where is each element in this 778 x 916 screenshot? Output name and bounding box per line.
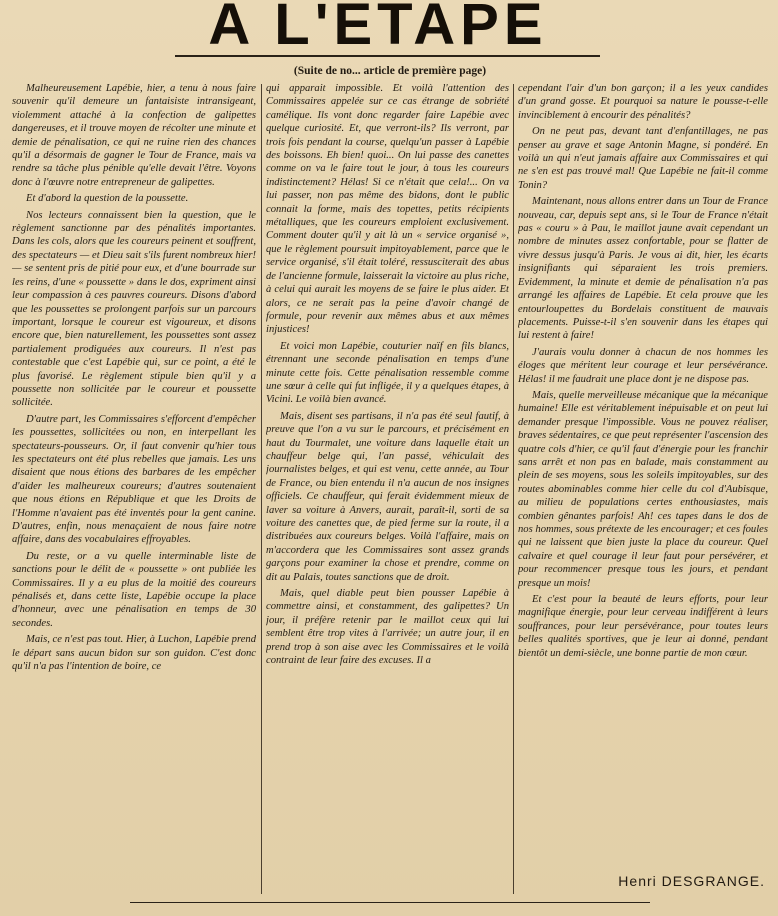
paragraph: Mais, disent ses partisans, il n'a pas été seul fautif, à preuve que l'on a vu sur le parcours, et précisément en haut du Tourmalet, une voiture dans laquelle était un chauffeur belge qui, l'an passé, véhiculait des journalistes belges, et qui est venu, cette année, au Tour de France, ou bien entendu il n'a aucun de nos insignes officiels. Ce chauffeur, qui ferait évidemment mieux de laver sa voiture à Anvers, aurait, paraît-il, sorti de sa voiture des canettes que, de pied ferme sur la route, il a distribuées aux coureurs belges. Voilà l'affaire, mais on m'accordera que les Commissaires sont assez grands garçons pour examiner la chose et prendre, comme on dit au Palais, toutes sanctions que de droit.: [266, 410, 509, 583]
article-subtitle: (Suite de no... article de première page): [293, 65, 487, 77]
paragraph: qui apparait impossible. Et voilà l'attention des Commissaires appelée sur ce cas étrange de sobriété camélique. Ils vont donc regarder faire Lapébie avec quelque curiosité. Et, que verront-ils? Ils verront, par trois fois pendant la course, quelqu'un passer à Lapébie des boissons. Eh bien! quoi... On lui passe des canettes comme on va le faire tout le jour, à tous les coureurs indistinctement? Hélas! Si ce n'était que cela!... On va lui passer, non pas même des bidons, dont le public connait la forme, mais des topettes, petits récipients métalliques, que les coureurs emploient exclusivement. Comment douter qu'il y ait là un « service organisé », que le règlement poursuit impitoyablement, parce que le service organisé, s'il était toléré, ressusciterait des abus de l'ancienne formule, laisserait la victoire au plus riche, à celui qui aurait les moyens de se faire le plus aider. Et alors, ce ne serait pas la peine d'avoir changé de formule, pour revenir aux mêmes abus et aux mêmes injustices!: [266, 83, 509, 336]
text-column-1: [12, 82, 256, 900]
text-column-2: [266, 82, 509, 900]
paragraph: Et c'est pour la beauté de leurs efforts, pour leur magnifique énergie, pour leur cerveau indifférent à leurs souffrances, pour leur persévérance, pour toutes leurs belles qualités sportives, que je leur ai donné, pendant bientôt un demi-siècle, une bonne partie de mon cœur.: [518, 594, 768, 659]
paragraph: On ne peut pas, devant tant d'enfantillages, ne pas penser au grave et sage Antonin Magne, si pondéré. En voilà un qui n'eut jamais affaire aux Commissaires et qui ne s'en est pas trouvé mal! Que Lapébie ne fait-il comme Tonin?: [518, 126, 768, 191]
text-column-3: [518, 82, 768, 900]
paragraph: Maintenant, nous allons entrer dans un Tour de France nouveau, car, depuis sept ans, si le Tour de France n'était pas « couru » à Pau, le maillot jaune avait cependant un nombre de minutes assez confortable, pour se flatter de vivre dessus jusqu'à Paris. Je vous ai dit, hier, les écarts insignifiants qui séparaient les trois premiers. Evidemment, la minute et demie de pénalisation n'a pas arrangé les affaires de Lapébie. Et cela prouve que les entourloupettes du Bordelais constituent de mauvais placements. Puisse-t-il s'en souvenir dans les étapes qui lui restent à faire!: [518, 196, 768, 342]
paragraph: Mais, quelle merveilleuse mécanique que la mécanique humaine! Elle est véritablement inépuisable et on peut lui demander presque l'impossible. Vous ne pouvez réaliser, braves sédentaires, ce que peut représenter l'ascension des quatre cols d'hier, ce qu'il faut d'énergie pour les franchir sans arrêt et non pas en balade, mais constamment au plein de ses moyens, sous les soleils impitoyables, sur des routes abominables comme hier celle du col d'Aubisque, au milieu de populations certes enthousiastes, mais combien gênantes parfois! Ah! ces tapes dans le dos de nos hommes, sous prétexte de les encourager; et ces foules qui ne laissent que bien juste la place du coureur. Quel calvaire et quel courage il leur faut pour persévérer, et pour recommencer presque tous les jours, et pendant presque un mois!: [518, 389, 768, 589]
paragraph: Et voici mon Lapébie, couturier naïf en fils blancs, étrennant une seconde pénalisation en temps d'une minute cette fois. Cette pénalisation ressemble comme une sœur à celle qui fut infligée, il y a quelques étapes, à Vicini. Le voilà bien avancé.: [266, 340, 509, 406]
paragraph: Mais, quel diable peut bien pousser Lapébie à commettre ainsi, et constamment, des galipettes? Un jour, il préfère retenir par le maillot ceux qui lui semblent être trop vites à l'arrivée; un autre jour, il en prend trop à son aise avec les Commissaires et le voilà contraint de leur faire des excuses. Il a: [266, 588, 509, 667]
paragraph: cependant l'air d'un bon garçon; il a les yeux candides d'un grand gosse. Et pourquoi sa nature le pousse-t-elle invinciblement à encourir des pénalités?: [518, 83, 768, 121]
author-signature: Henri DESGRANGE.: [618, 873, 765, 889]
article-headline: A L'ETAPE: [208, 0, 548, 56]
column-divider: [513, 84, 514, 894]
column-divider: [261, 84, 262, 894]
paragraph: D'autre part, les Commissaires s'efforcent d'empêcher les poussettes, sollicitées ou non, en interpellant les spectateurs-pousseurs. Or, il faut convenir qu'hier tous les spectateurs ont été plus rebelles que jamais. Les uns disaient que nous étions des barbares de les empêcher d'aider les malheureux coureurs; d'autres soutenaient que nous étions en République et que les Droits de l'Homme n'avaient pas été inventés pour la gent canine. D'autres, enfin, nous menaçaient de nous faire notre affaire, dans des vocabulaires effroyables.: [12, 413, 256, 546]
bottom-rule: [130, 902, 650, 903]
headline-rule: [175, 55, 600, 57]
paragraph: Et d'abord la question de la poussette.: [26, 193, 189, 205]
paragraph: Mais, ce n'est pas tout. Hier, à Luchon, Lapébie prend le départ sans aucun bidon sur son guidon. C'est donc qu'il n'a pas l'intention de boire, ce: [12, 634, 256, 673]
paragraph: J'aurais voulu donner à chacun de nos hommes les éloges que méritent leur courage et leur persévérance. Hélas! il me faudrait une place dont je ne dispose pas.: [518, 346, 768, 385]
paragraph: Malheureusement Lapébie, hier, a tenu à nous faire souvenir qu'il demeure un fantaisiste intransigeant, violemment attaché à la confection de galipettes dangereuses, et il trouve moyen de récolter une minute et demie de pénalisation, ce qui ne ruine rien des chances qu'il a désormais de gagner le Tour de France, mais va rendre sa tâche plus pénible qu'elle devait l'être. Voyons donc à l'œuvre notre entrepreneur de galipettes.: [12, 83, 256, 188]
paragraph: Nos lecteurs connaissent bien la question, que le règlement sanctionne par des pénalités importantes. Dans les cols, alors que les coureurs peinent et souffrent, des spectateurs — et Dieu sait s'ils furent nombreux hier! — se sentent pris de pitié pour eux, et d'une bourrade sur les reins, d'une « poussette » dans le dos, expriment ainsi leur compassion à ces pauvres coureurs. Disons d'abord que les poussettes se prolongent parfois sur un parcours important, lorsque le coureur est vigoureux, et disons encore que, bien naturellement, les poussettes sont assez partialement prodiguées aux coureurs. Il n'est pas contestable que c'est Lapébie qui, sur ce point, a été le plus favorisé. Le règlement stipule bien qu'il y a poussette non sollicitée par le coureur et poussette sollicitée.: [12, 209, 256, 409]
paragraph: Du reste, or a vu quelle interminable liste de sanctions pour le délit de « poussette » ont publiée les Commissaires. Il y a eu plus de la moitié des coureurs pénalisés et, dans cette liste, Lapébie occupe la place d'honneur, avec une pénalisation en temps de 30 secondes.: [12, 550, 256, 629]
